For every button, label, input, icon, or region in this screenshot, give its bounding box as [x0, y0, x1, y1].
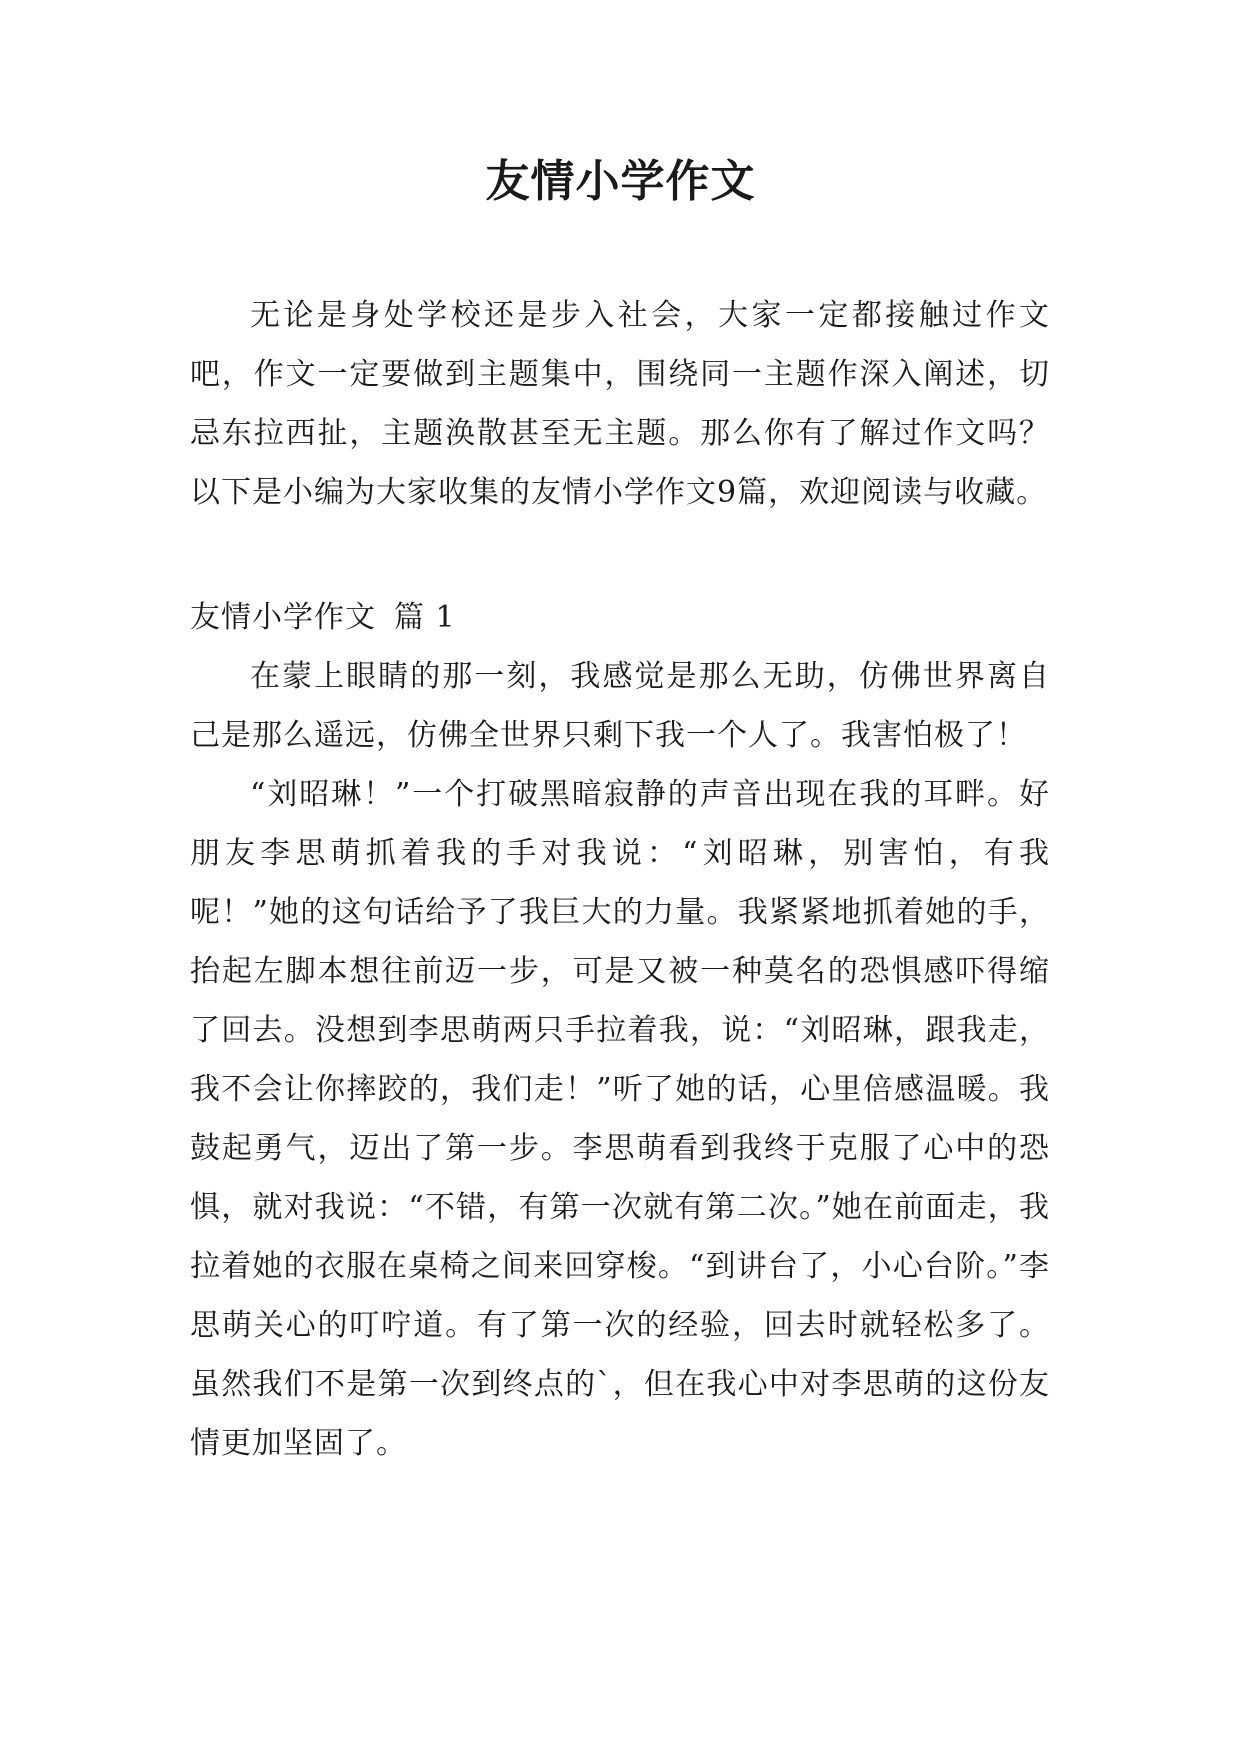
intro-paragraph: 无论是身处学校还是步入社会，大家一定都接触过作文吧，作文一定要做到主题集中，围绕同一主题作深入阐述，切忌东拉西扯，主题涣散甚至无主题。那么你有了解过作文吗？以下是小编为大家收集的友情小学作文9篇，欢迎阅读与收藏。: [190, 298, 1050, 510]
body-paragraph-1: 在蒙上眼睛的那一刻，我感觉是那么无助，仿佛世界离自己是那么遥远，仿佛全世界只剩下我一个人了。我害怕极了！: [190, 659, 1050, 753]
section-heading-number: 篇 1: [394, 600, 456, 635]
document-body: [190, 286, 1050, 1473]
document-title: 友情小学作文: [485, 156, 756, 207]
section-heading: [190, 588, 1050, 647]
body-paragraph-2: “刘昭琳！”一个打破黑暗寂静的声音出现在我的耳畔。好朋友李思萌抓着我的手对我说：“刘昭琳，别害怕，有我呢！”她的这句话给予了我巨大的力量。我紧紧地抓着她的手，抬起左脚本想往前迈一步，可是又被一种莫名的恐惧感吓得缩了回去。没想到李思萌两只手拉着我，说：“刘昭琳，跟我走，我不会让你摔跤的，我们走！”听了她的话，心里倍感温暖。我鼓起勇气，迈出了第一步。李思萌看到我终于克服了心中的恐惧，就对我说：“不错，有第一次就有第二次。”她在前面走，我拉着她的衣服在桌椅之间来回穿梭。“到讲台了，小心台阶。”李思萌关心的叮咛道。有了第一次的经验，回去时就轻松多了。虽然我们不是第一次到终点的`，但在我心中对李思萌的这份友情更加坚固了。: [190, 777, 1050, 1461]
section-heading-title: 友情小学作文: [190, 600, 376, 635]
